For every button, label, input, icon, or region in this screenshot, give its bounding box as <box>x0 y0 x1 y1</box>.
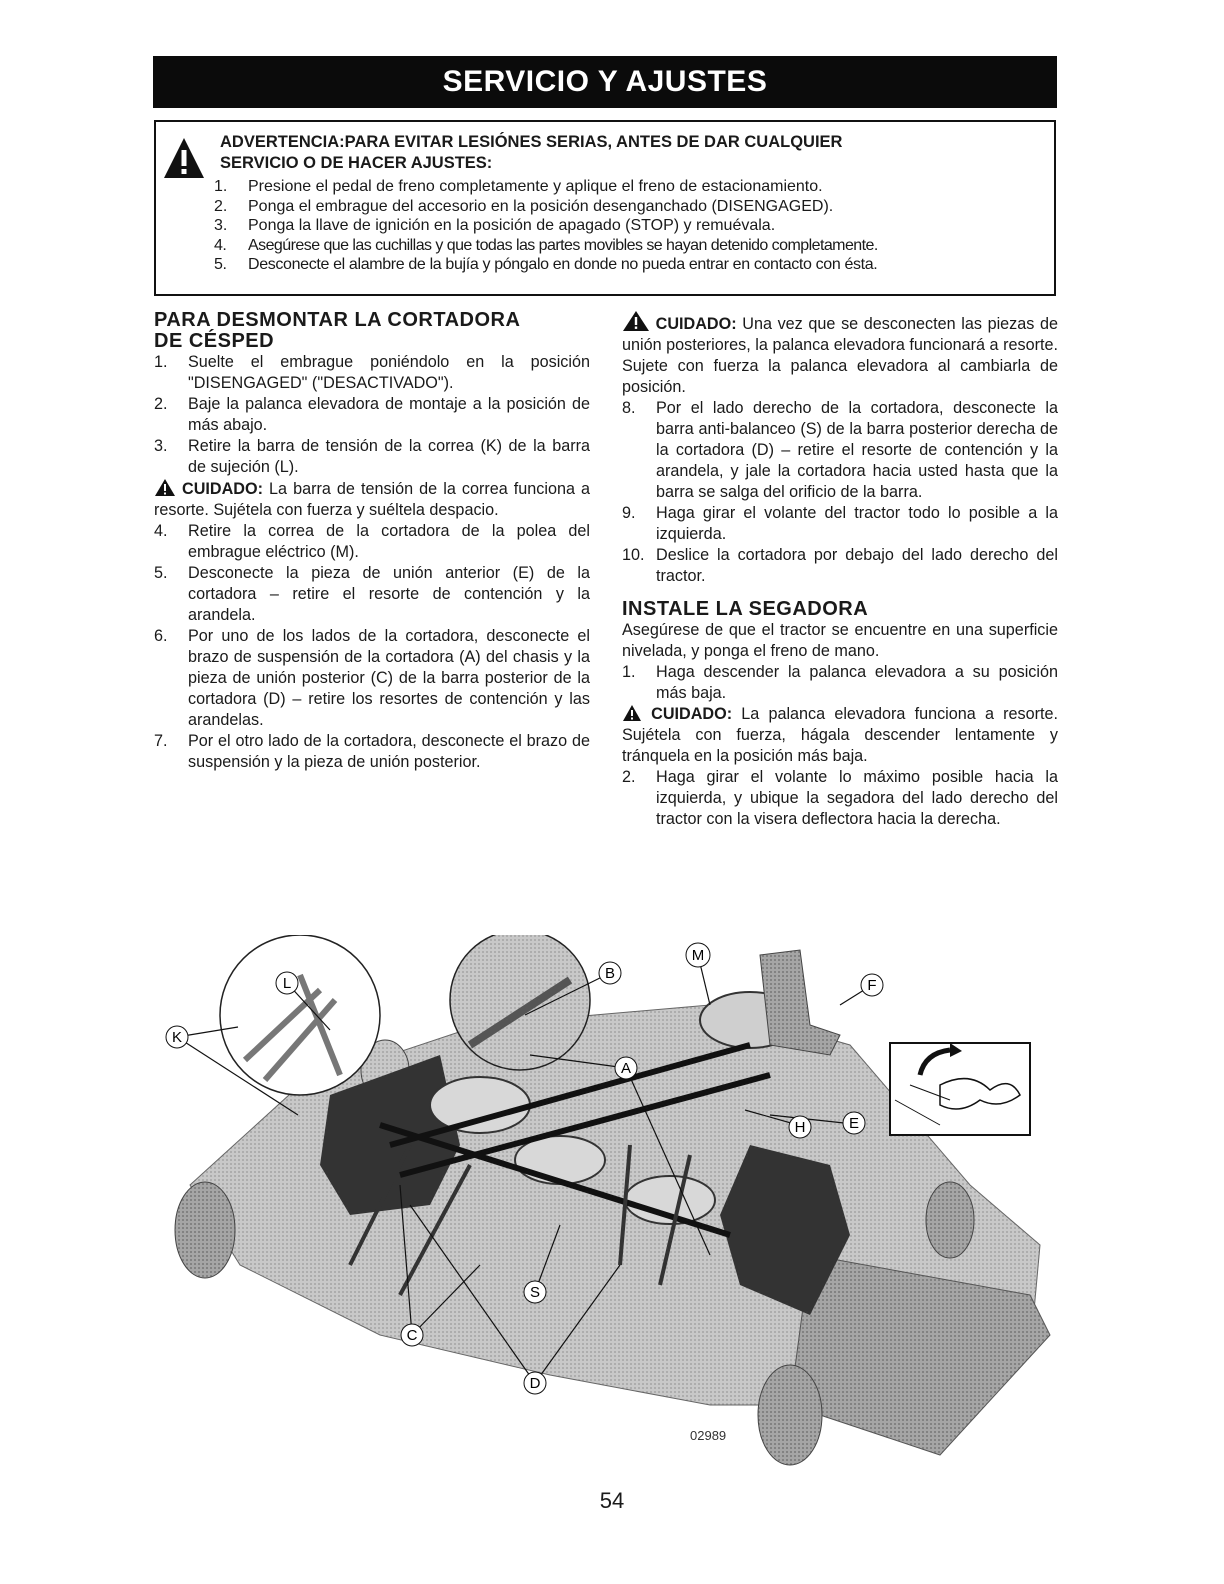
svg-text:M: M <box>691 947 705 964</box>
install-heading: INSTALE LA SEGADORA <box>622 598 869 620</box>
list-item: 4. Asegúrese que las cuchillas y que todas las partes movibles se hayan detenido completamente. <box>214 236 878 254</box>
svg-text:D: D <box>529 1375 541 1392</box>
svg-text:C: C <box>406 1327 418 1344</box>
list-item: 3. Retire la barra de tensión de la correa (K) de la barra de sujeción (L). <box>154 437 590 476</box>
caution-paragraph: CUIDADO: Una vez que se desconecten las piezas de unión posteriores, la palanca elevadora funcionará a resorte. Sujete con fuerza la palanca elevadora al cambiarla de posición. <box>622 310 1058 398</box>
svg-text:F: F <box>867 977 877 994</box>
warning-triangle-icon <box>622 704 642 722</box>
list-item: 7. Por el otro lado de la cortadora, desconecte el brazo de suspensión y la pieza de unión posterior. <box>154 732 590 771</box>
list-item: 2. Ponga el embrague del accesorio en la posición desenganchado (DISENGAGED). <box>214 197 834 215</box>
caution-paragraph: CUIDADO: La barra de tensión de la correa funciona a resorte. Sujétela con fuerza y suéltela despacio. <box>154 480 591 519</box>
install-intro: Asegúrese de que el tractor se encuentre en una superficie nivelada, y ponga el freno de mano. <box>622 621 1058 660</box>
gauge-wheel <box>926 1182 974 1258</box>
page-number: 54 <box>599 1488 625 1513</box>
list-item: 2. Baje la palanca elevadora de montaje a la posición de más abajo. <box>154 395 590 434</box>
callout-l <box>276 972 298 994</box>
callout-k <box>166 1026 188 1048</box>
list-item: 9. Haga girar el volante del tractor todo lo posible a la izquierda. <box>622 504 1058 543</box>
warning-list <box>214 177 878 275</box>
detail-inset-circle <box>220 935 380 1095</box>
callout-b <box>599 962 621 984</box>
caution-paragraph: CUIDADO: La palanca elevadora funciona a resorte. Sujétela con fuerza, hágala descender lentamente y tránquela en la posición más baja. <box>622 705 1059 765</box>
gauge-wheel <box>758 1365 822 1465</box>
list-item: 3. Ponga la llave de ignición en la posición de apagado (STOP) y remuévala. <box>214 217 776 235</box>
list-item: 1. Presione el pedal de freno completamente y aplique el freno de estacionamiento. <box>214 178 823 195</box>
svg-text:S: S <box>529 1284 541 1301</box>
callout-m <box>686 943 710 967</box>
callout-d <box>524 1372 546 1394</box>
warning-heading: ADVERTENCIA:PARA EVITAR LESIÓNES SERIAS, ANTES DE DAR CUALQUIER SERVICIO O DE HACER AJUSTES: <box>220 133 843 172</box>
section-banner <box>153 56 1057 108</box>
list-item: 4. Retire la correa de la cortadora de la polea del embrague eléctrico (M). <box>154 522 590 561</box>
list-item: 5. Desconecte la pieza de unión anterior (E) de la cortadora – retire el resorte de contención y la arandela. <box>154 564 590 624</box>
list-item: 6. Por uno de los lados de la cortadora, desconecte el brazo de suspensión de la cortadora (A) del chasis y la pieza de unión posterior (C) de la barra posterior de la cortadora (D) – retire los resortes de contención y las arandelas. <box>154 627 590 729</box>
warning-triangle-icon <box>162 136 206 180</box>
left-column <box>154 310 590 773</box>
warning-triangle-icon <box>154 478 176 497</box>
list-item: 10. Deslice la cortadora por debajo del lado derecho del tractor. <box>622 546 1058 585</box>
right-column <box>622 310 1058 830</box>
detail-inset-circle <box>450 935 590 1070</box>
section-title: SERVICIO Y AJUSTES <box>442 65 768 98</box>
callout-f <box>861 974 883 996</box>
gauge-wheel <box>175 1182 235 1278</box>
svg-text:A: A <box>620 1060 632 1077</box>
callout-h <box>789 1116 811 1138</box>
callout-c <box>401 1324 423 1346</box>
callout-e <box>843 1112 865 1134</box>
svg-text:K: K <box>171 1029 183 1046</box>
list-item: 5. Desconecte el alambre de la bujía y póngalo en donde no pueda entrar en contacto con ésta. <box>214 256 878 274</box>
callout-a <box>615 1057 637 1079</box>
svg-text:B: B <box>604 965 616 982</box>
list-item: 2. Haga girar el volante lo máximo posible hacia la izquierda, y ubique la segadora del lado derecho del tractor con la visera deflectora hacia la derecha. <box>622 768 1058 828</box>
svg-text:H: H <box>794 1119 806 1136</box>
clutch-bracket <box>760 950 840 1055</box>
list-item: 8. Por el lado derecho de la cortadora, desconecte la barra anti-balanceo (S) de la barra posterior derecha de la cortadora (D) – retire el resorte de contención y la arandela, y jale la cortadora hacia usted hasta que la barra se salga del orificio de la barra. <box>622 399 1058 501</box>
list-item: 1. Suelte el embrague poniéndolo en la posición "DISENGAGED" ("DESACTIVADO"). <box>154 353 590 392</box>
warning-box <box>154 120 1056 296</box>
pulley <box>430 1077 530 1133</box>
callout-s <box>524 1281 546 1303</box>
svg-text:L: L <box>282 975 292 992</box>
mower-deck-illustration <box>150 935 1060 1475</box>
svg-text:E: E <box>848 1115 860 1132</box>
remove-heading: PARA DESMONTAR LA CORTADORA DE CÉSPED <box>154 309 521 352</box>
figure-code: 02989 <box>690 1428 727 1443</box>
warning-triangle-icon <box>622 310 650 332</box>
list-item: 1. Haga descender la palanca elevadora a su posición más baja. <box>622 663 1058 702</box>
